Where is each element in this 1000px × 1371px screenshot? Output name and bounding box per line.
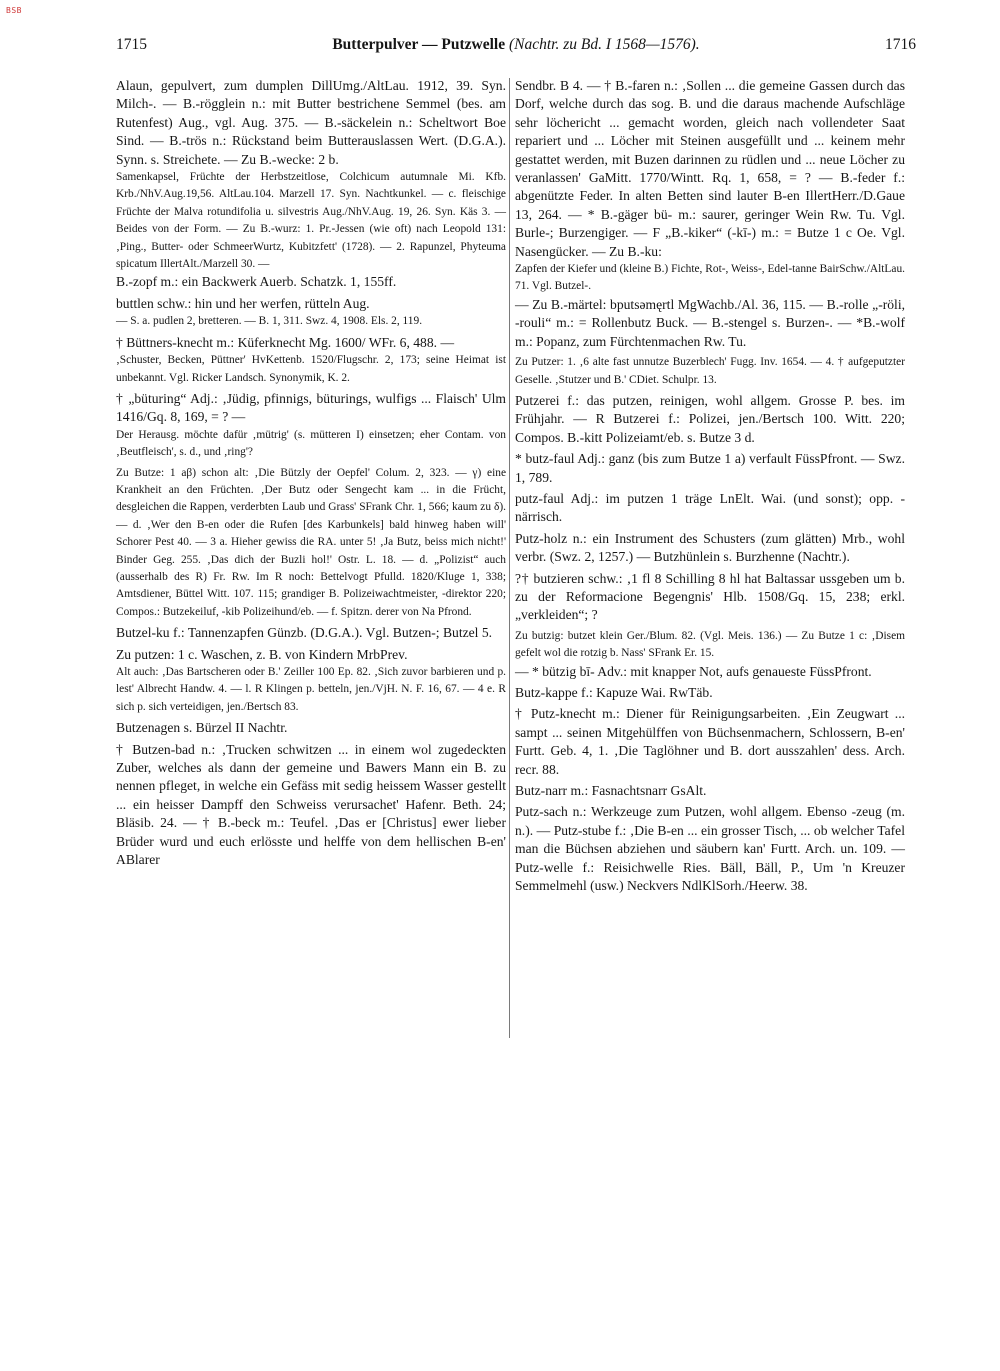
- left-column: [116, 77, 506, 869]
- entry-text: Alaun, gepulvert, zum dumplen DillUmg./AltLau. 1912, 39. Syn. Milch-. — B.-rögglein n.: mit Butter bestrichene Semmel (bes. am Rutenfest) Aug., vgl. Aug. 375. — B.-säckelein n.: Scheltwort Boe Sind. — B.-trös n.: Rückstand beim Butterauslassen Wert. (D.G.A.). Synn. s. Streichete. — Zu B.-wecke: 2 b.: [116, 78, 506, 167]
- entry-text: Zapfen der Kiefer und (kleine B.) Fichte, Rot-, Weiss-, Edel-tanne BairSchw./AltLau. 71. Vgl. Butzel-.: [515, 263, 905, 293]
- dictionary-entry: Zu butzig: butzet klein Ger./Blum. 82. (Vgl. Meis. 136.) — Zu Butze 1 c: ‚Disem gefelt wol die rotzig b. Nass' SFrank Er. 15.: [515, 629, 905, 660]
- page-number-right: 1716: [885, 36, 916, 53]
- dictionary-entry: Zu putzen: 1 c. Waschen, z. B. von Kindern MrbPrev.: [116, 646, 408, 662]
- entry-text: Der Herausg. möchte dafür ‚mütrig' (s. mütteren I) einsetzen; eher Contam. von ‚Beutfleisch', s. d., und ‚ring'?: [116, 428, 506, 459]
- dictionary-entry: Butz-kappe f.: Kapuze Wai. RwTäb.: [515, 685, 713, 700]
- dictionary-entry: Butz-narr m.: Fasnachtsnarr GsAlt.: [515, 783, 707, 799]
- dictionary-entry: Butzel-ku f.: Tannenzapfen Günzb. (D.G.A.). Vgl. Butzen-; Butzel 5.: [116, 625, 493, 641]
- dictionary-entry: † „büturing“ Adj.: ‚Jüdig, pfinnigs, büturings, wulfigs ... Flaisch' Ulm 1416/Gq. 8, 169, = ? —: [116, 390, 506, 425]
- header-title: [116, 36, 916, 54]
- running-header: [116, 30, 916, 58]
- dictionary-entry: Zu Butze: 1 aβ) schon alt: ‚Die Bützly der Oepfel' Colum. 2, 323. — γ) eine Krankheit an den Früchten. ‚Der Butz oder Sengecht kam ... in die Frücht, desgleichen die Rappen, verderbten Laub und Grass' SFrank Chr. 1, 566; kaum zu δ). — d. ‚Wer den B-en oder die Rufen [des Karbunkels] bald hinweg haben will' Schorer Pest 40. — 3 a. Hieher gewiss die RA. unter 5! ‚Ja Butz, beiss mich nicht!' Binder Geg. 255. ‚Das dich der Buzli hol!' Ostr. L. 18. — d. „Polizist“ auch (ausserhalb des R) Fr. Rw. Im R noch: Bettelvogt Pfulld. 1820/Kluge 1, 338; Amtsdiener, Büttel Witt. 107. 115; grandiger B. Polizeiwachtmeister, -direktor 220; Compos.: Butzekeiluf, -kib Polizeihund/eb. — f. Spitzn. derer von Na Pfrond.: [116, 466, 506, 618]
- dictionary-entry: ?† butzieren schw.: ‚1 fl 8 Schilling 8 hl hat Baltassar ussgeben um b. zu der Reformacione Begengnis' Hlb. 1508/Gq. 15, 238; erkl. „verkleiden“; ?: [515, 570, 905, 623]
- dictionary-entry: † Putz-knecht m.: Diener für Reinigungsarbeiten. ‚Ein Zeugwart ... sampt ... seinen Mitgehülffen von Büchsenmachern, Schlossern, B-en' Furtt. Geb. 4, 1. ‚Die Taglöhner und B. dort ausszahlen' dess. Arch. recr. 88.: [515, 706, 905, 777]
- dictionary-entry: † Büttners-knecht m.: Küferknecht Mg. 1600/ WFr. 6, 488. —: [116, 334, 455, 350]
- library-stamp: BSB: [6, 6, 22, 15]
- dictionary-entry: † Butzen-bad n.: ‚Trucken schwitzen ... in einem wol zugedeckten Zuber, welches als dann der gemeine und Bawers Mann ein B. zu nennen pfleget, in welche ein Gefäss mit sedig heissem Wasser gestellt ... ein heisser Dampff den Schweiss verursachet' Hafenr. Beth. 24; Bläsib. 24. — † B.-beck m.: Teufel. ‚Das er [Christus] ewer lieber Brüder wurd und euch erlösste und helffe von dem hellischen B-en' ABlarer: [116, 741, 506, 868]
- header-title-main: Butterpulver — Putzwelle: [332, 36, 506, 53]
- entry-text: Alt auch: ‚Das Bartscheren oder B.' Zeiller 100 Ep. 82. ‚Sich zuvor barbieren und p. lest' Albrecht Handw. 4. — l. R Klingen p. betteln, jen./VjH. N. F. 16, 67. — 4 e. R sich p. sich verteidigen, jen./Bertsch 83.: [116, 666, 506, 713]
- entry-text: — S. a. pudlen 2, bretteren. — B. 1, 311. Swz. 4, 1908. Els. 2, 119.: [116, 315, 423, 328]
- entry-text: — * bützig bī- Adv.: mit knapper Not, aufs genaueste FüssPfront.: [515, 663, 872, 679]
- page-number-left: 1715: [116, 36, 147, 53]
- dictionary-entry: putz-faul Adj.: im putzen 1 träge LnElt. Wai. (und sonst); opp. -närrisch.: [515, 490, 905, 525]
- entry-text: — Zu B.-märtel: bputsəmęrtl MgWachb./Al. 36, 115. — B.-rolle „-röli, -rouli“ m.: = Rollenbutz Buck. — B.-stengel s. Burzen-. — *B.-wolf m.: Popanz, zum Fürchtenmachen Rw. Tu.: [515, 296, 905, 349]
- entry-text: ‚Schuster, Becken, Püttner' HvKettenb. 1520/Flugschr. 2, 173; seine Heimat ist unbekannt. Vgl. Ricker Landsch. Synonymik, K. 2.: [116, 354, 506, 384]
- entry-text: Sendbr. B 4. — † B.-faren n.: ‚Sollen ... die gemeine Gassen durch das Dorf, welche durch das sog. B. und die daraus machende Aufschläge sehr löchericht ... gemacht worden, gleich nach vollendeter Saat repariert und ... Löcher mit Steinen ausgefüllt und ... keinem mehr gestattet werden, mit Buzen darinnen zu rüdlen und ... neue Löcher zu veranlassen' GaMitt. 1770/Wintt. Rq. 1, 658, = ? — B.-feder f.: abgenützte Feder. In alten Betten sind lauter B-en IllertHerr./D.Gaue 13, 264. — * B.-gäger bü- m.: saurer, geringer Wein Rw. Tu. Vgl. Burle-; Burzengiger. — F „B.-kiker“ (-kī-) m.: = Butze 1 c Oe. Vgl. Nasengücker. — Zu B.-ku:: [515, 78, 905, 259]
- dictionary-entry: Putz-holz n.: ein Instrument des Schusters (zum glätten) Mrb., wohl verbr. (Swz. 2, 1257.) — Butzhünlein s. Burzhenne (Nachtr.).: [515, 530, 905, 565]
- entry-text: Samenkapsel, Früchte der Herbstzeitlose, Colchicum autumnale Mi. Kfb. Krb./NhV.Aug.19,56. AltLau.104. Marzell 17. Syn. Nachtkunkel. — c. fleischige Früchte der Malva rotundifolia u. silvestris Aug./NhV.Aug. 19, 26. Syn. Käs 3. — Beides von der Form. — Zu B.-wurz: 1. Pr.-Jessen (wie oft) nach Leopold 131: ‚Ping., Butter- oder SchmeerWurtz, Kubitzfett' (1728). — 2. Rapunzel, Phyteuma spicatum IllertAlt./Marzell 30. —: [116, 171, 506, 271]
- dictionary-entry: Putzerei f.: das putzen, reinigen, wohl allgem. Grosse P. bes. im Frühjahr. — R Butzerei f.: Polizei, jen./Bertsch 100. Witt. 220; Compos. B.-kitt Polizeiamt/eb. s. Butze 3 d.: [515, 392, 905, 445]
- dictionary-entry: Zu Putzer: 1. ‚6 alte fast unnutze Buzerblech' Fugg. Inv. 1654. — 4. † aufgeputzter Geselle. ‚Stutzer und B.' CDiet. Schulpr. 13.: [515, 356, 905, 386]
- header-title-note: (Nachtr. zu Bd. I 1568—1576).: [508, 36, 700, 53]
- dictionary-entry: * butz-faul Adj.: ganz (bis zum Butze 1 a) verfault FüssPfront. — Swz. 1, 789.: [515, 451, 905, 485]
- entry-text: B.-zopf m.: ein Backwerk Auerb. Schatzk. 1, 155ff.: [116, 274, 397, 290]
- right-column: [515, 77, 905, 895]
- column-rule: [509, 78, 510, 1038]
- dictionary-entry: Butzenagen s. Bürzel II Nachtr.: [116, 720, 288, 736]
- dictionary-entry: buttlen schw.: hin und her werfen, rütteln Aug.: [116, 295, 370, 311]
- dictionary-entry: Putz-sach n.: Werkzeuge zum Putzen, wohl allgem. Ebenso -zeug (m. n.). — Putz-stube f.: ‚Die B-en ... ein grosser Tisch, ... ob welcher Tafel man die Büchsen abziehen und säubern kan' Furtt. Arch. un. 109. — Putz-welle f.: Reisichwelle Ries. Bäll, Bäll, P., Um 'n Kreuzer Semmelmehl (usw.) Neckvers NdlKlSorh./Heerw. 38.: [515, 804, 905, 894]
